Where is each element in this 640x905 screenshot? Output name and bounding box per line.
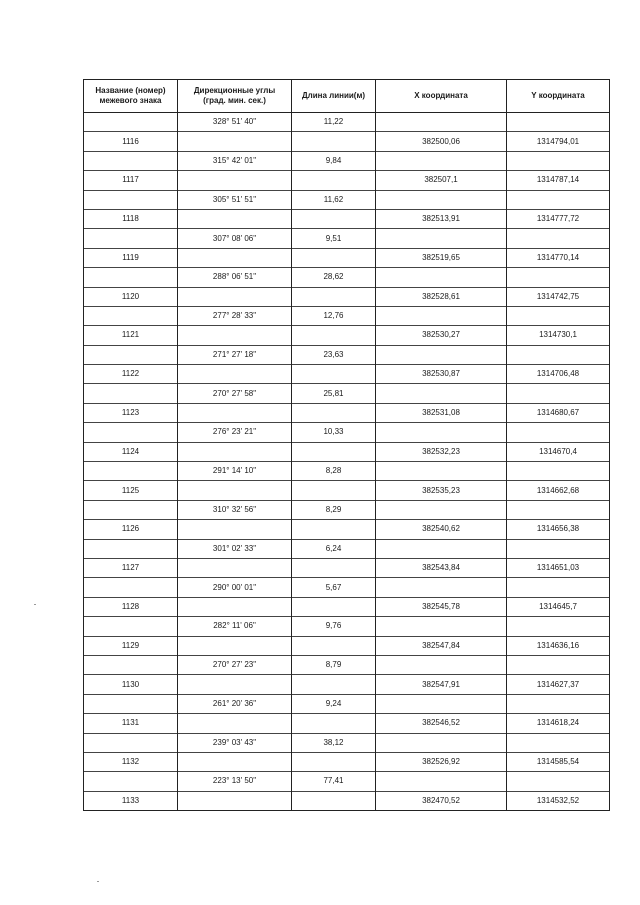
point-name-cell <box>84 655 178 674</box>
line-length-cell <box>292 597 376 616</box>
line-length-cell <box>292 365 376 384</box>
table-row <box>84 209 610 228</box>
point-name-cell: 1118 <box>84 209 178 228</box>
x-coordinate-cell: 382530,27 <box>376 326 507 345</box>
line-length-cell <box>292 287 376 306</box>
point-name-cell: 1128 <box>84 597 178 616</box>
x-coordinate-cell: 382507,1 <box>376 171 507 190</box>
y-coordinate-cell <box>507 423 610 442</box>
point-name-cell: 1120 <box>84 287 178 306</box>
scan-speck <box>97 881 99 882</box>
table-row <box>84 326 610 345</box>
bearing-cell: 239° 03' 43" <box>178 733 292 752</box>
table-row <box>84 113 610 132</box>
bearing-cell <box>178 209 292 228</box>
y-coordinate-cell: 1314787,14 <box>507 171 610 190</box>
y-coordinate-cell: 1314627,37 <box>507 675 610 694</box>
bearing-cell <box>178 675 292 694</box>
table-row <box>84 462 610 481</box>
y-coordinate-cell <box>507 151 610 170</box>
table-row <box>84 597 610 616</box>
point-name-cell: 1127 <box>84 558 178 577</box>
y-coordinate-cell <box>507 539 610 558</box>
x-coordinate-cell: 382526,92 <box>376 752 507 771</box>
bearing-cell <box>178 248 292 267</box>
bearing-cell: 270° 27' 23" <box>178 655 292 674</box>
y-coordinate-cell: 1314670,4 <box>507 442 610 461</box>
table-row <box>84 733 610 752</box>
line-length-cell <box>292 326 376 345</box>
point-name-cell: 1126 <box>84 520 178 539</box>
line-length-cell: 5,67 <box>292 578 376 597</box>
table-row <box>84 403 610 422</box>
bearing-cell <box>178 752 292 771</box>
point-name-cell: 1132 <box>84 752 178 771</box>
point-name-cell <box>84 229 178 248</box>
bearing-cell <box>178 171 292 190</box>
bearing-cell <box>178 132 292 151</box>
point-name-cell: 1124 <box>84 442 178 461</box>
bearing-cell <box>178 287 292 306</box>
bearing-cell: 288° 06' 51" <box>178 268 292 287</box>
x-coordinate-cell: 382519,65 <box>376 248 507 267</box>
bearing-cell: 328° 51' 40" <box>178 113 292 132</box>
table-row <box>84 617 610 636</box>
y-coordinate-cell <box>507 617 610 636</box>
bearing-cell: 277° 28' 33" <box>178 306 292 325</box>
x-coordinate-cell <box>376 578 507 597</box>
table-row <box>84 384 610 403</box>
y-coordinate-cell <box>507 655 610 674</box>
line-length-cell: 12,76 <box>292 306 376 325</box>
x-coordinate-cell <box>376 694 507 713</box>
x-coordinate-cell <box>376 190 507 209</box>
x-coordinate-cell <box>376 423 507 442</box>
y-coordinate-cell <box>507 500 610 519</box>
point-name-cell <box>84 462 178 481</box>
x-coordinate-cell: 382545,78 <box>376 597 507 616</box>
point-name-cell <box>84 772 178 791</box>
y-coordinate-cell <box>507 268 610 287</box>
header-x: X координата <box>376 80 507 113</box>
table-row <box>84 752 610 771</box>
table-row <box>84 675 610 694</box>
bearing-cell: 310° 32' 56" <box>178 500 292 519</box>
line-length-cell: 38,12 <box>292 733 376 752</box>
bearing-cell: 271° 27' 18" <box>178 345 292 364</box>
line-length-cell: 9,76 <box>292 617 376 636</box>
table-row <box>84 481 610 500</box>
y-coordinate-cell: 1314645,7 <box>507 597 610 616</box>
point-name-cell <box>84 578 178 597</box>
bearing-cell: 305° 51' 51" <box>178 190 292 209</box>
line-length-cell: 9,84 <box>292 151 376 170</box>
line-length-cell <box>292 714 376 733</box>
y-coordinate-cell <box>507 306 610 325</box>
point-name-cell: 1117 <box>84 171 178 190</box>
x-coordinate-cell: 382546,52 <box>376 714 507 733</box>
y-coordinate-cell <box>507 733 610 752</box>
y-coordinate-cell: 1314794,01 <box>507 132 610 151</box>
x-coordinate-cell <box>376 306 507 325</box>
point-name-cell: 1129 <box>84 636 178 655</box>
line-length-cell: 9,24 <box>292 694 376 713</box>
point-name-cell: 1131 <box>84 714 178 733</box>
line-length-cell: 25,81 <box>292 384 376 403</box>
y-coordinate-cell: 1314742,75 <box>507 287 610 306</box>
table-row <box>84 132 610 151</box>
scan-speck <box>34 604 36 605</box>
header-y: Y координата <box>507 80 610 113</box>
y-coordinate-cell: 1314680,67 <box>507 403 610 422</box>
line-length-cell: 6,24 <box>292 539 376 558</box>
bearing-cell: 270° 27' 58" <box>178 384 292 403</box>
table-row <box>84 694 610 713</box>
y-coordinate-cell <box>507 384 610 403</box>
x-coordinate-cell <box>376 151 507 170</box>
table-row <box>84 423 610 442</box>
point-name-cell: 1119 <box>84 248 178 267</box>
table-row <box>84 151 610 170</box>
table-row <box>84 345 610 364</box>
x-coordinate-cell: 382470,52 <box>376 791 507 810</box>
y-coordinate-cell <box>507 772 610 791</box>
bearing-cell: 223° 13' 50" <box>178 772 292 791</box>
bearing-cell <box>178 791 292 810</box>
y-coordinate-cell: 1314770,14 <box>507 248 610 267</box>
line-length-cell <box>292 558 376 577</box>
bearing-cell: 307° 08' 06" <box>178 229 292 248</box>
bearing-cell: 282° 11' 06" <box>178 617 292 636</box>
point-name-cell <box>84 306 178 325</box>
line-length-cell <box>292 675 376 694</box>
x-coordinate-cell <box>376 229 507 248</box>
point-name-cell <box>84 694 178 713</box>
y-coordinate-cell: 1314636,16 <box>507 636 610 655</box>
bearing-cell <box>178 326 292 345</box>
x-coordinate-cell: 382500,06 <box>376 132 507 151</box>
point-name-cell: 1122 <box>84 365 178 384</box>
line-length-cell: 11,62 <box>292 190 376 209</box>
x-coordinate-cell: 382535,23 <box>376 481 507 500</box>
table-row <box>84 365 610 384</box>
y-coordinate-cell: 1314730,1 <box>507 326 610 345</box>
table-row <box>84 539 610 558</box>
point-name-cell <box>84 539 178 558</box>
line-length-cell: 77,41 <box>292 772 376 791</box>
bearing-cell <box>178 403 292 422</box>
table-row <box>84 287 610 306</box>
bearing-cell <box>178 442 292 461</box>
x-coordinate-cell: 382543,84 <box>376 558 507 577</box>
x-coordinate-cell <box>376 268 507 287</box>
line-length-cell: 23,63 <box>292 345 376 364</box>
header-name: Название (номер) межевого знака <box>84 80 178 113</box>
table-row <box>84 171 610 190</box>
bearing-cell: 261° 20' 36" <box>178 694 292 713</box>
x-coordinate-cell <box>376 655 507 674</box>
table-row <box>84 655 610 674</box>
bearing-cell: 291° 14' 10" <box>178 462 292 481</box>
point-name-cell <box>84 617 178 636</box>
table-row <box>84 520 610 539</box>
bearing-cell: 315° 42' 01" <box>178 151 292 170</box>
x-coordinate-cell: 382547,84 <box>376 636 507 655</box>
line-length-cell: 10,33 <box>292 423 376 442</box>
x-coordinate-cell: 382531,08 <box>376 403 507 422</box>
line-length-cell: 8,79 <box>292 655 376 674</box>
table-row <box>84 558 610 577</box>
line-length-cell <box>292 171 376 190</box>
line-length-cell: 9,51 <box>292 229 376 248</box>
point-name-cell: 1133 <box>84 791 178 810</box>
header-angle: Дирекционные углы (град. мин. сек.) <box>178 80 292 113</box>
point-name-cell <box>84 151 178 170</box>
y-coordinate-cell: 1314777,72 <box>507 209 610 228</box>
y-coordinate-cell: 1314662,68 <box>507 481 610 500</box>
line-length-cell: 28,62 <box>292 268 376 287</box>
y-coordinate-cell: 1314585,54 <box>507 752 610 771</box>
x-coordinate-cell <box>376 500 507 519</box>
table-row <box>84 578 610 597</box>
y-coordinate-cell: 1314706,48 <box>507 365 610 384</box>
x-coordinate-cell: 382528,61 <box>376 287 507 306</box>
x-coordinate-cell <box>376 462 507 481</box>
line-length-cell: 8,28 <box>292 462 376 481</box>
line-length-cell <box>292 132 376 151</box>
y-coordinate-cell: 1314656,38 <box>507 520 610 539</box>
table-row <box>84 190 610 209</box>
line-length-cell <box>292 442 376 461</box>
point-name-cell: 1123 <box>84 403 178 422</box>
x-coordinate-cell <box>376 113 507 132</box>
x-coordinate-cell: 382513,91 <box>376 209 507 228</box>
x-coordinate-cell <box>376 772 507 791</box>
table-row <box>84 772 610 791</box>
y-coordinate-cell: 1314651,03 <box>507 558 610 577</box>
point-name-cell: 1121 <box>84 326 178 345</box>
line-length-cell <box>292 481 376 500</box>
line-length-cell <box>292 791 376 810</box>
bearing-cell <box>178 481 292 500</box>
point-name-cell <box>84 268 178 287</box>
table-row <box>84 791 610 810</box>
line-length-cell <box>292 636 376 655</box>
x-coordinate-cell: 382532,23 <box>376 442 507 461</box>
point-name-cell: 1125 <box>84 481 178 500</box>
line-length-cell: 8,29 <box>292 500 376 519</box>
point-name-cell <box>84 733 178 752</box>
point-name-cell <box>84 423 178 442</box>
header-length: Длина линии(м) <box>292 80 376 113</box>
bearing-cell <box>178 636 292 655</box>
y-coordinate-cell <box>507 462 610 481</box>
table-row <box>84 500 610 519</box>
x-coordinate-cell <box>376 733 507 752</box>
x-coordinate-cell: 382530,87 <box>376 365 507 384</box>
boundary-coordinates-table <box>83 79 610 811</box>
bearing-cell <box>178 558 292 577</box>
y-coordinate-cell <box>507 578 610 597</box>
point-name-cell <box>84 384 178 403</box>
table-row <box>84 636 610 655</box>
table-row <box>84 442 610 461</box>
bearing-cell <box>178 520 292 539</box>
table-header-row <box>84 80 610 113</box>
x-coordinate-cell <box>376 384 507 403</box>
point-name-cell <box>84 345 178 364</box>
table-row <box>84 306 610 325</box>
line-length-cell <box>292 248 376 267</box>
table-row <box>84 229 610 248</box>
bearing-cell: 290° 00' 01" <box>178 578 292 597</box>
bearing-cell <box>178 714 292 733</box>
line-length-cell: 11,22 <box>292 113 376 132</box>
y-coordinate-cell <box>507 113 610 132</box>
line-length-cell <box>292 209 376 228</box>
point-name-cell <box>84 500 178 519</box>
table-row <box>84 714 610 733</box>
y-coordinate-cell <box>507 190 610 209</box>
line-length-cell <box>292 752 376 771</box>
point-name-cell <box>84 190 178 209</box>
x-coordinate-cell <box>376 539 507 558</box>
y-coordinate-cell: 1314618,24 <box>507 714 610 733</box>
bearing-cell <box>178 365 292 384</box>
point-name-cell: 1116 <box>84 132 178 151</box>
bearing-cell <box>178 597 292 616</box>
y-coordinate-cell <box>507 345 610 364</box>
x-coordinate-cell <box>376 617 507 636</box>
table-row <box>84 268 610 287</box>
x-coordinate-cell <box>376 345 507 364</box>
y-coordinate-cell <box>507 694 610 713</box>
x-coordinate-cell: 382540,62 <box>376 520 507 539</box>
line-length-cell <box>292 403 376 422</box>
table-row <box>84 248 610 267</box>
bearing-cell: 276° 23' 21" <box>178 423 292 442</box>
line-length-cell <box>292 520 376 539</box>
point-name-cell <box>84 113 178 132</box>
y-coordinate-cell <box>507 229 610 248</box>
bearing-cell: 301° 02' 33" <box>178 539 292 558</box>
table-body <box>84 113 610 811</box>
point-name-cell: 1130 <box>84 675 178 694</box>
x-coordinate-cell: 382547,91 <box>376 675 507 694</box>
y-coordinate-cell: 1314532,52 <box>507 791 610 810</box>
